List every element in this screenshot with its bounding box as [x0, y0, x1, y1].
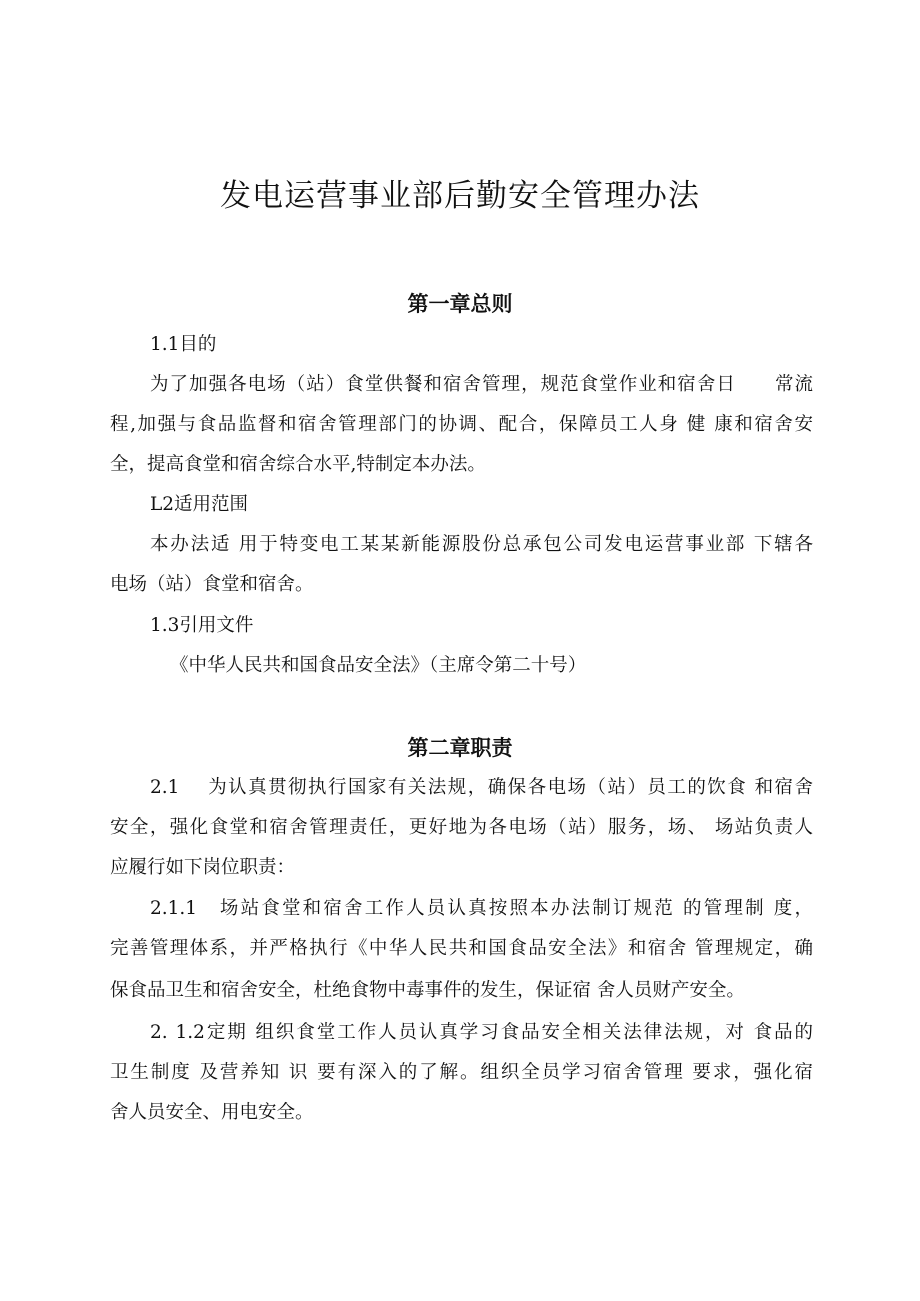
section-1-1-heading: 1.1目的	[150, 334, 217, 355]
paragraph-line: 保食品卫生和宿舍安全，杜绝食物中毒事件的发生，保证宿 舍人员财产安全。	[110, 980, 745, 1001]
paragraph-line: 电场（站）食堂和宿舍。	[110, 574, 314, 595]
paragraph-line: 卫生制度 及营养知 识 要有深入的了解。组织全员学习宿舍管理 要求，强化宿	[110, 1062, 813, 1083]
chapter-2-heading: 第二章职责	[407, 736, 513, 760]
paragraph-line: 舍人员安全、用电安全。	[110, 1102, 314, 1123]
paragraph-line: 2.1.1 场站食堂和宿舍工作人员认真按照本办法制订规范 的管理制 度，	[150, 898, 813, 919]
document-title: 发电运营事业部后勤安全管理办法	[220, 178, 700, 214]
paragraph-line: 本办法适 用于特变电工某某新能源股份总承包公司发电运营事业部 下辖各	[150, 534, 813, 555]
paragraph-line: 2.1 为认真贯彻执行国家有关法规，确保各电场（站）员工的饮食 和宿舍	[150, 777, 813, 798]
paragraph-line: 全，提高食堂和宿舍综合水平,特制定本办法。	[110, 454, 486, 475]
paragraph-line: 完善管理体系，并严格执行《中华人民共和国食品安全法》和宿舍 管理规定，确	[110, 938, 813, 959]
paragraph-line: 安全，强化食堂和宿舍管理责任，更好地为各电场（站）服务，场、 场站负责人	[110, 817, 813, 838]
reference-law: 《中华人民共和国食品安全法》（主席令第二十号）	[170, 655, 587, 676]
paragraph-line: 2. 1.2定期 组织食堂工作人员认真学习食品安全相关法律法规，对 食品的	[150, 1022, 813, 1043]
paragraph-line: 程,加强与食品监督和宿舍管理部门的协调、配合，保障员工人身 健 康和宿舍安	[110, 414, 813, 435]
section-1-2-heading: L2适用范围	[150, 494, 249, 515]
chapter-1-heading: 第一章总则	[407, 292, 513, 316]
paragraph-line: 为了加强各电场（站）食堂供餐和宿舍管理，规范食堂作业和宿舍日 常流	[150, 374, 813, 395]
section-1-3-heading: 1.3引用文件	[150, 615, 254, 636]
paragraph-line: 应履行如下岗位职责：	[110, 857, 296, 878]
